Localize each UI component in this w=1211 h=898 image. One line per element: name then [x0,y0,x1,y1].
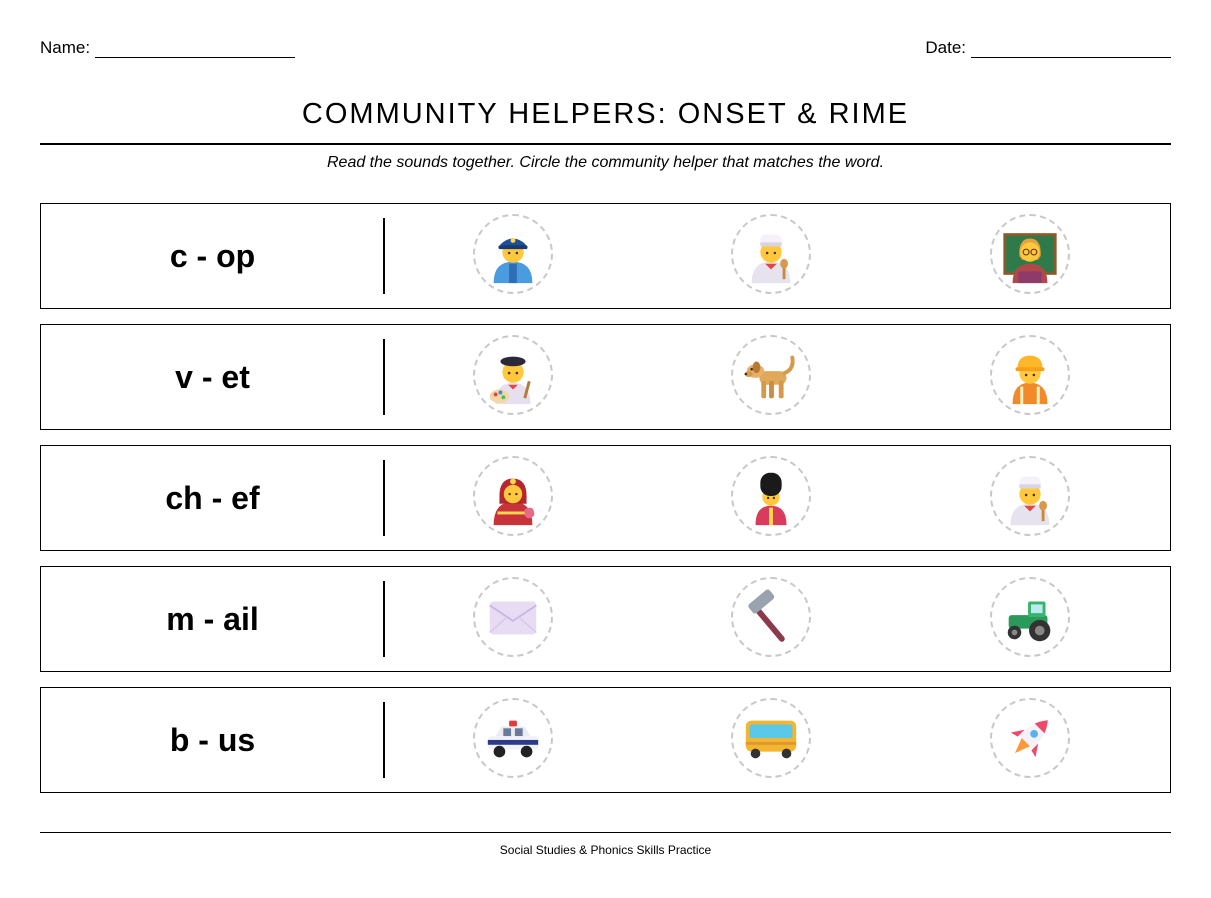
choice-police-officer[interactable] [473,214,553,294]
rocket-icon [999,707,1061,769]
row-divider [383,581,385,657]
row-divider [383,218,385,294]
artist-icon [482,344,544,406]
choice-dog[interactable] [731,335,811,415]
choice-construction-worker[interactable] [990,335,1070,415]
tractor-icon [999,586,1061,648]
question-row [40,324,1171,430]
name-label: Name: [40,38,91,57]
teacher-icon [999,223,1061,285]
choice-firefighter[interactable] [473,456,553,536]
question-rows [40,203,1171,808]
question-row [40,445,1171,551]
name-field[interactable] [40,38,295,58]
choice-tractor[interactable] [990,577,1070,657]
police-car-icon [482,707,544,769]
onset-rime-word: v - et [175,358,250,395]
guard-icon [740,465,802,527]
date-label: Date: [925,38,966,57]
title-divider [40,143,1171,145]
construction-worker-icon [999,344,1061,406]
onset-rime-word: m - ail [166,600,259,637]
footer-divider [40,832,1171,833]
date-field[interactable] [925,38,1171,58]
onset-rime-word: b - us [169,721,256,758]
footer-text: Social Studies & Phonics Skills Practice [499,843,712,857]
dog-icon [740,344,802,406]
onset-rime-word: ch - ef [165,479,260,516]
cook-icon [999,465,1061,527]
choice-envelope[interactable] [473,577,553,657]
choice-bus[interactable] [731,698,811,778]
worksheet-title: COMMUNITY HELPERS: ONSET & RIME [301,98,910,130]
question-row [40,203,1171,309]
name-blank-line[interactable] [95,40,295,58]
firefighter-icon [482,465,544,527]
choice-guard[interactable] [731,456,811,536]
choice-cook-2[interactable] [990,456,1070,536]
bus-icon [740,707,802,769]
choice-teacher[interactable] [990,214,1070,294]
row-divider [383,702,385,778]
choice-artist[interactable] [473,335,553,415]
choice-hammer[interactable] [731,577,811,657]
envelope-icon [482,586,544,648]
onset-rime-word: c - op [169,237,256,274]
choice-rocket[interactable] [990,698,1070,778]
cook-icon [740,223,802,285]
instructions: Read the sounds together. Circle the community helper that matches the word. [326,154,885,171]
question-row [40,687,1171,793]
hammer-icon [740,586,802,648]
police-officer-icon [482,223,544,285]
question-row [40,566,1171,672]
choice-police-car[interactable] [473,698,553,778]
date-blank-line[interactable] [971,40,1171,58]
choice-cook[interactable] [731,214,811,294]
row-divider [383,460,385,536]
row-divider [383,339,385,415]
